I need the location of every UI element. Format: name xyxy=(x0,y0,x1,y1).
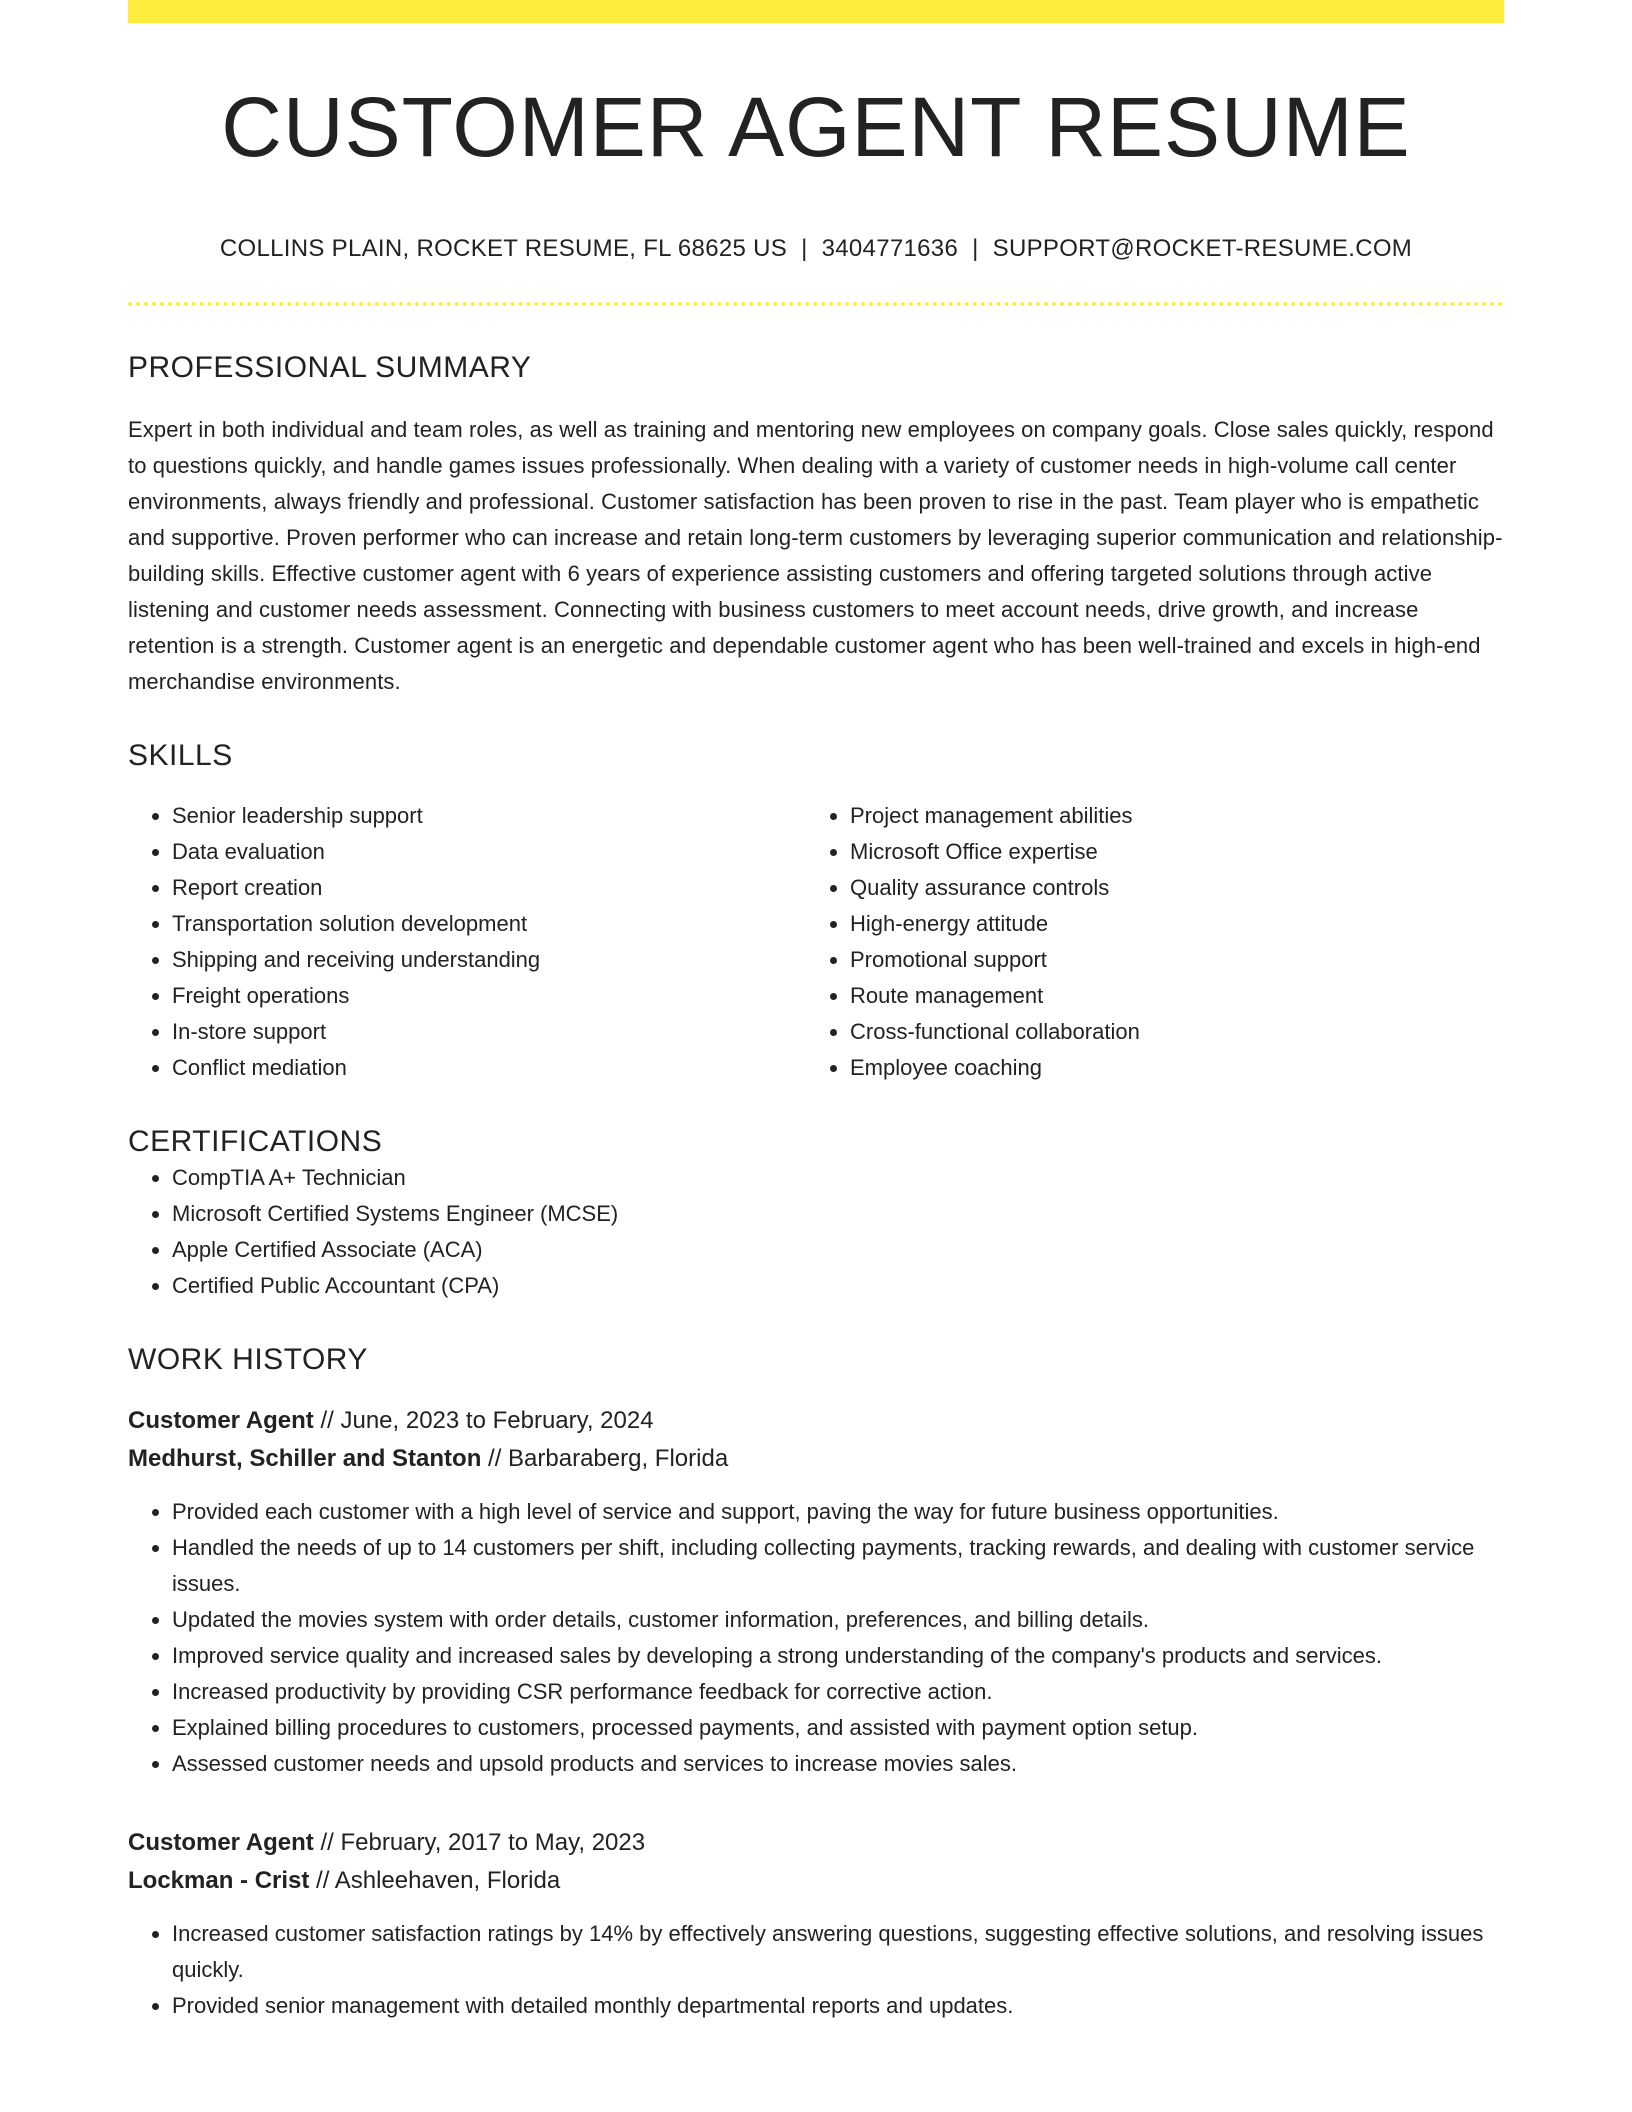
job-bullet: • Improved service quality and increased sales by developing a strong understanding of the company's products and services. xyxy=(172,1638,1504,1674)
skill-item: • Project management abilities xyxy=(850,798,1484,834)
job-bullet: • Handled the needs of up to 14 customers per shift, including collecting payments, tracking rewards, and dealing with customer service issues. xyxy=(172,1530,1504,1602)
contact-line xyxy=(128,235,1504,264)
skill-item: • Senior leadership support xyxy=(172,798,806,834)
skills-list-right xyxy=(806,798,1484,1086)
page-title: CUSTOMER AGENT RESUME xyxy=(221,80,1411,174)
skill-item: • Route management xyxy=(850,978,1484,1014)
section-heading-skills: SKILLS xyxy=(128,738,233,772)
contact-separator: | xyxy=(972,235,979,262)
job-company-line xyxy=(128,1440,1504,1478)
skill-item: • Employee coaching xyxy=(850,1050,1484,1086)
certification-item: • Microsoft Certified Systems Engineer (MCSE) xyxy=(172,1196,1504,1232)
accent-top-bar xyxy=(128,0,1504,23)
job-title-line xyxy=(128,1402,1504,1440)
certifications-list xyxy=(128,1160,1504,1304)
job-title-line xyxy=(128,1824,1504,1862)
skill-item: • Data evaluation xyxy=(172,834,806,870)
job-bullet: • Increased customer satisfaction ratings by 14% by effectively answering questions, suggesting effective solutions, and resolving issues quickly. xyxy=(172,1916,1504,1988)
skills-grid xyxy=(128,798,1504,1086)
skill-item: • Freight operations xyxy=(172,978,806,1014)
contact-separator: | xyxy=(801,235,808,262)
skill-item: • Report creation xyxy=(172,870,806,906)
contact-email: SUPPORT@ROCKET-RESUME.COM xyxy=(992,235,1413,262)
skills-list-left xyxy=(128,798,806,1086)
section-heading-summary: PROFESSIONAL SUMMARY xyxy=(128,350,532,384)
skill-item: • Shipping and receiving understanding xyxy=(172,942,806,978)
job-company: Lockman - Crist xyxy=(128,1866,310,1894)
skill-item: • Promotional support xyxy=(850,942,1484,978)
skill-item: • Microsoft Office expertise xyxy=(850,834,1484,870)
certification-item: • CompTIA A+ Technician xyxy=(172,1160,1504,1196)
skill-item: • Conflict mediation xyxy=(172,1050,806,1086)
dotted-divider xyxy=(128,302,1504,306)
job-location: // Ashleehaven, Florida xyxy=(309,1866,561,1894)
section-heading-work-history: WORK HISTORY xyxy=(128,1342,368,1376)
section-heading-certifications: CERTIFICATIONS xyxy=(128,1124,383,1158)
skill-item: • Transportation solution development xyxy=(172,906,806,942)
contact-phone: 3404771636 xyxy=(821,235,959,262)
job-title: Customer Agent xyxy=(128,1406,314,1434)
job-location: // Barbaraberg, Florida xyxy=(481,1444,729,1472)
job-bullets xyxy=(128,1494,1504,1782)
job-company: Medhurst, Schiller and Stanton xyxy=(128,1444,482,1472)
skill-item: • Cross-functional collaboration xyxy=(850,1014,1484,1050)
job-company-line xyxy=(128,1862,1504,1900)
job-dates: // June, 2023 to February, 2024 xyxy=(313,1406,654,1434)
certification-item: • Certified Public Accountant (CPA) xyxy=(172,1268,1504,1304)
job-entry xyxy=(128,1824,1504,2024)
job-bullet: • Increased productivity by providing CSR performance feedback for corrective action. xyxy=(172,1674,1504,1710)
job-bullet: • Explained billing procedures to customers, processed payments, and assisted with payment option setup. xyxy=(172,1710,1504,1746)
job-dates: // February, 2017 to May, 2023 xyxy=(313,1828,646,1856)
job-bullet: • Provided senior management with detailed monthly departmental reports and updates. xyxy=(172,1988,1504,2024)
skills-column-right xyxy=(806,798,1484,1086)
skill-item: • High-energy attitude xyxy=(850,906,1484,942)
contact-address: COLLINS PLAIN, ROCKET RESUME, FL 68625 US xyxy=(219,235,788,262)
skills-column-left xyxy=(128,798,806,1086)
job-bullet: • Updated the movies system with order details, customer information, preferences, and billing details. xyxy=(172,1602,1504,1638)
job-bullet: • Assessed customer needs and upsold products and services to increase movies sales. xyxy=(172,1746,1504,1782)
skill-item: • In-store support xyxy=(172,1014,806,1050)
job-title: Customer Agent xyxy=(128,1828,314,1856)
resume-page xyxy=(128,0,1504,2024)
certification-item: • Apple Certified Associate (ACA) xyxy=(172,1232,1504,1268)
job-entry xyxy=(128,1402,1504,1782)
job-bullet: • Provided each customer with a high level of service and support, paving the way for future business opportunities. xyxy=(172,1494,1504,1530)
skill-item: • Quality assurance controls xyxy=(850,870,1484,906)
job-bullets xyxy=(128,1916,1504,2024)
summary-paragraph: Expert in both individual and team roles, as well as training and mentoring new employees on company goals. Close sales quickly, respond to questions quickly, and handle games issues professionally. When dealing with a variety of customer needs in high-volume call center environments, always friendly and professional. Customer satisfaction has been proven to rise in the past. Team player who is empathetic and supportive. Proven performer who can increase and retain long-term customers by leveraging superior communication and relationship-building skills. Effective customer agent with 6 years of experience assisting customers and offering targeted solutions through active listening and customer needs assessment. Connecting with business customers to meet account needs, drive growth, and increase retention is a strength. Customer agent is an energetic and dependable customer agent who has been well-trained and excels in high-end merchandise environments. xyxy=(128,416,1503,694)
